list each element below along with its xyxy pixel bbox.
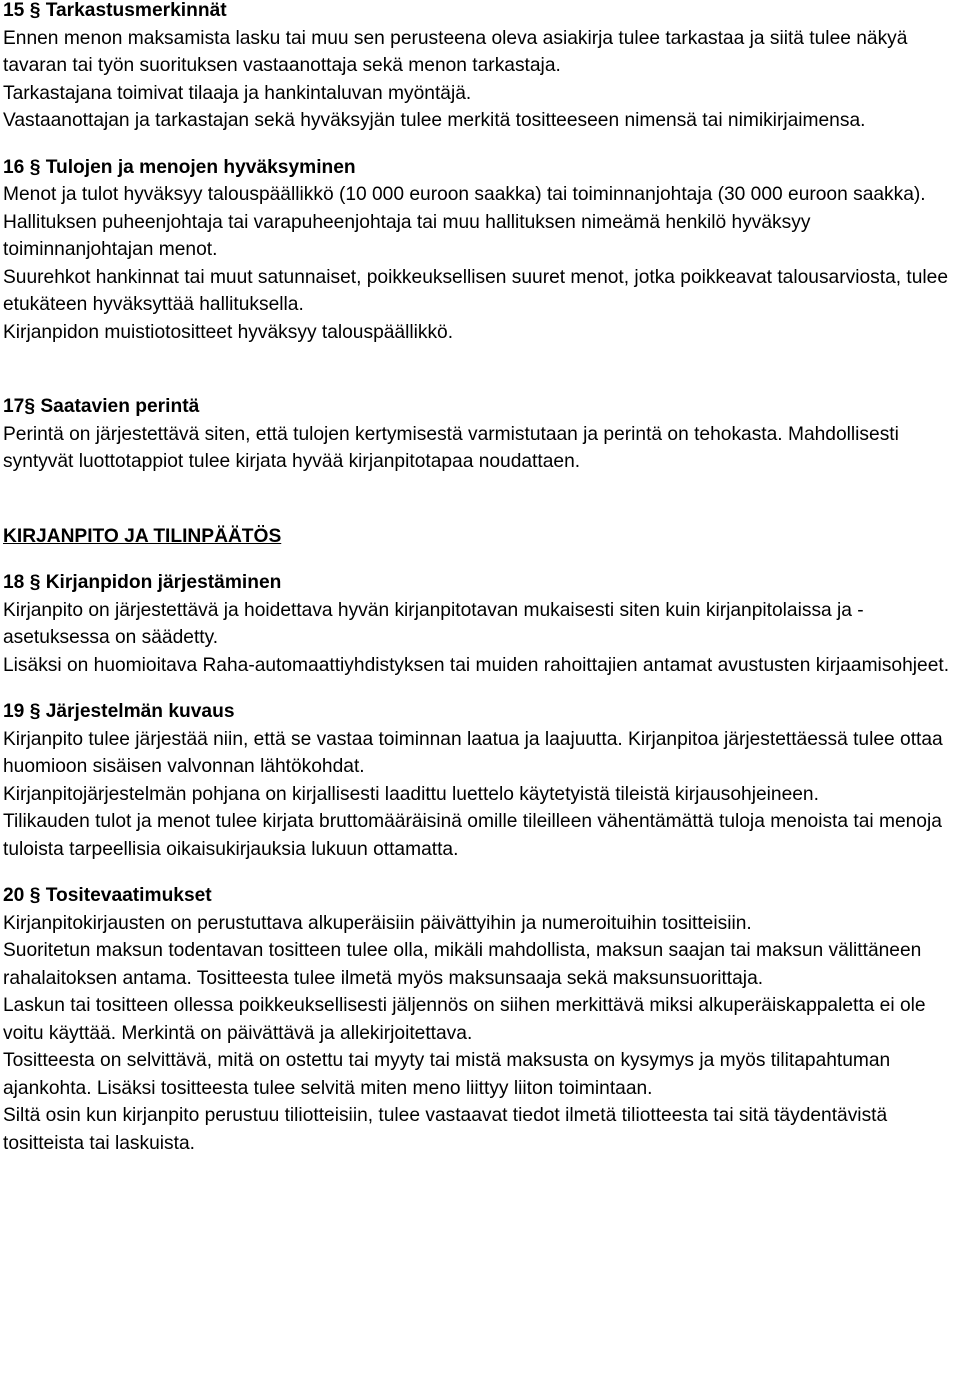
section-symbol: § xyxy=(29,885,41,906)
section-20-paragraph: Laskun tai tositteen ollessa poikkeuksellisesti jäljennös on siihen merkittävä miksi alkuperäiskappaletta ei ole voitu käyttää. Merkintä on päivättävä ja allekirjoitettava. xyxy=(3,995,926,1044)
section-number: 20 xyxy=(3,885,25,906)
section-15-paragraph: Vastaanottajan ja tarkastajan sekä hyväksyjän tulee merkitä tositteeseen nimensä tai nimikirjaimensa. xyxy=(3,110,866,131)
section-17-paragraph: Perintä on järjestettävä siten, että tulojen kertymisestä varmistutaan ja perintä on tehokasta. Mahdollisesti syntyvät luottotappiot tulee kirjata hyvää kirjanpitotapaa noudattaen. xyxy=(3,423,899,472)
section-20-paragraph: Siltä osin kun kirjanpito perustuu tiliotteisiin, tulee vastaavat tiedot ilmetä tiliotteesta tai sitä täydentävistä tositteista tai laskuista. xyxy=(3,1105,888,1154)
section-16-heading xyxy=(3,154,958,182)
section-16-paragraph: Kirjanpidon muistiotositteet hyväksyy talouspäällikkö. xyxy=(3,321,454,343)
section-18-paragraph: Lisäksi on huomioitava Raha-automaattiyhdistyksen tai muiden rahoittajien antamat avustusten kirjaamisohjeet. xyxy=(3,654,950,676)
spacer xyxy=(3,346,958,393)
section-15-paragraph: Tarkastajana toimivat tilaaja ja hankintaluvan myöntäjä. xyxy=(3,82,472,104)
section-title: Järjestelmän kuvaus xyxy=(45,701,235,722)
section-symbol: § xyxy=(29,0,41,21)
section-19-paragraph: Tilikauden tulot ja menot tulee kirjata bruttomääräisinä omille tileilleen vähentämättä tuloja menoista tai menoja tuloista tarpeellisia oikaisukirjauksia lukuun ottamatta. xyxy=(3,811,942,860)
section-number: 19 xyxy=(3,701,25,722)
section-title: Saatavien perintä xyxy=(40,396,200,417)
section-15-heading xyxy=(3,0,958,25)
section-19-heading xyxy=(3,698,958,726)
section-20-paragraph: Tositteesta on selvittävä, mitä on ostettu tai myyty tai mistä maksusta on kysymys ja myös tilitapahtuman ajankohta. Lisäksi tositteesta tulee selvitä miten meno liittyy liiton toimintaan. xyxy=(3,1050,891,1099)
section-title: Tarkastusmerkinnät xyxy=(45,0,227,21)
spacer xyxy=(3,135,958,154)
main-heading: KIRJANPITO JA TILINPÄÄTÖS xyxy=(3,525,282,547)
spacer xyxy=(3,550,958,569)
section-15-paragraph: Ennen menon maksamista lasku tai muu sen perusteena oleva asiakirja tulee tarkastaa ja siitä tulee näkyä tavaran tai työn suorituksen vastaanottaja sekä menon tarkastaja. xyxy=(3,27,908,76)
section-20-paragraph: Suoritetun maksun todentavan tositteen tulee olla, mikäli mahdollista, maksun saajan tai maksun välittäneen rahalaitoksen antama. Tositteesta tulee ilmetä myös maksunsaaja sekä maksunsuorittaja. xyxy=(3,940,922,989)
section-symbol: § xyxy=(29,156,41,178)
section-17-heading xyxy=(3,393,958,421)
section-19-paragraph: Kirjanpito tulee järjestää niin, että se vastaa toiminnan laatua ja laajuutta. Kirjanpitoa järjestettäessä tulee ottaa huomioon sisäisen valvonnan lähtökohdat. xyxy=(3,728,943,777)
document-page xyxy=(3,0,958,1157)
section-19-paragraph: Kirjanpitojärjestelmän pohjana on kirjallisesti laadittu luettelo käytetyistä tileistä kirjausohjeineen. xyxy=(3,783,819,805)
section-16-paragraph: Menot ja tulot hyväksyy talouspäällikkö (10 000 euroon saakka) tai toiminnanjohtaja (30 000 euroon saakka). Hallituksen puheenjohtaja tai varapuheenjohtaja tai muu hallituksen nimeämä henkilö hyväksyy toiminnanjohtajan menot. xyxy=(3,184,926,260)
section-number: 16 xyxy=(3,156,25,178)
section-16-paragraph: Suurehkot hankinnat tai muut satunnaiset, poikkeuksellisen suuret menot, jotka poikkeavat talousarviosta, tulee etukäteen hyväksyttää hallituksella. xyxy=(3,266,949,315)
section-20-paragraph: Kirjanpitokirjausten on perustuttava alkuperäisiin päivättyihin ja numeroituihin tositteisiin. xyxy=(3,912,752,934)
spacer xyxy=(3,679,958,698)
section-number: 18 xyxy=(3,572,25,593)
section-20-heading xyxy=(3,882,958,910)
section-title: Tulojen ja menojen hyväksyminen xyxy=(45,156,356,178)
section-symbol: § xyxy=(24,396,36,417)
section-number: 15 xyxy=(3,0,25,21)
section-title: Kirjanpidon järjestäminen xyxy=(45,572,282,593)
section-18-paragraph: Kirjanpito on järjestettävä ja hoidettava hyvän kirjanpitotavan mukaisesti siten kuin kirjanpitolaissa ja -asetuksessa on säädetty. xyxy=(3,599,864,648)
section-title: Tositevaatimukset xyxy=(45,885,212,906)
section-18-heading xyxy=(3,569,958,597)
section-symbol: § xyxy=(29,572,41,593)
spacer xyxy=(3,476,958,523)
section-symbol: § xyxy=(29,701,41,722)
spacer xyxy=(3,863,958,882)
section-number: 17 xyxy=(3,396,25,417)
